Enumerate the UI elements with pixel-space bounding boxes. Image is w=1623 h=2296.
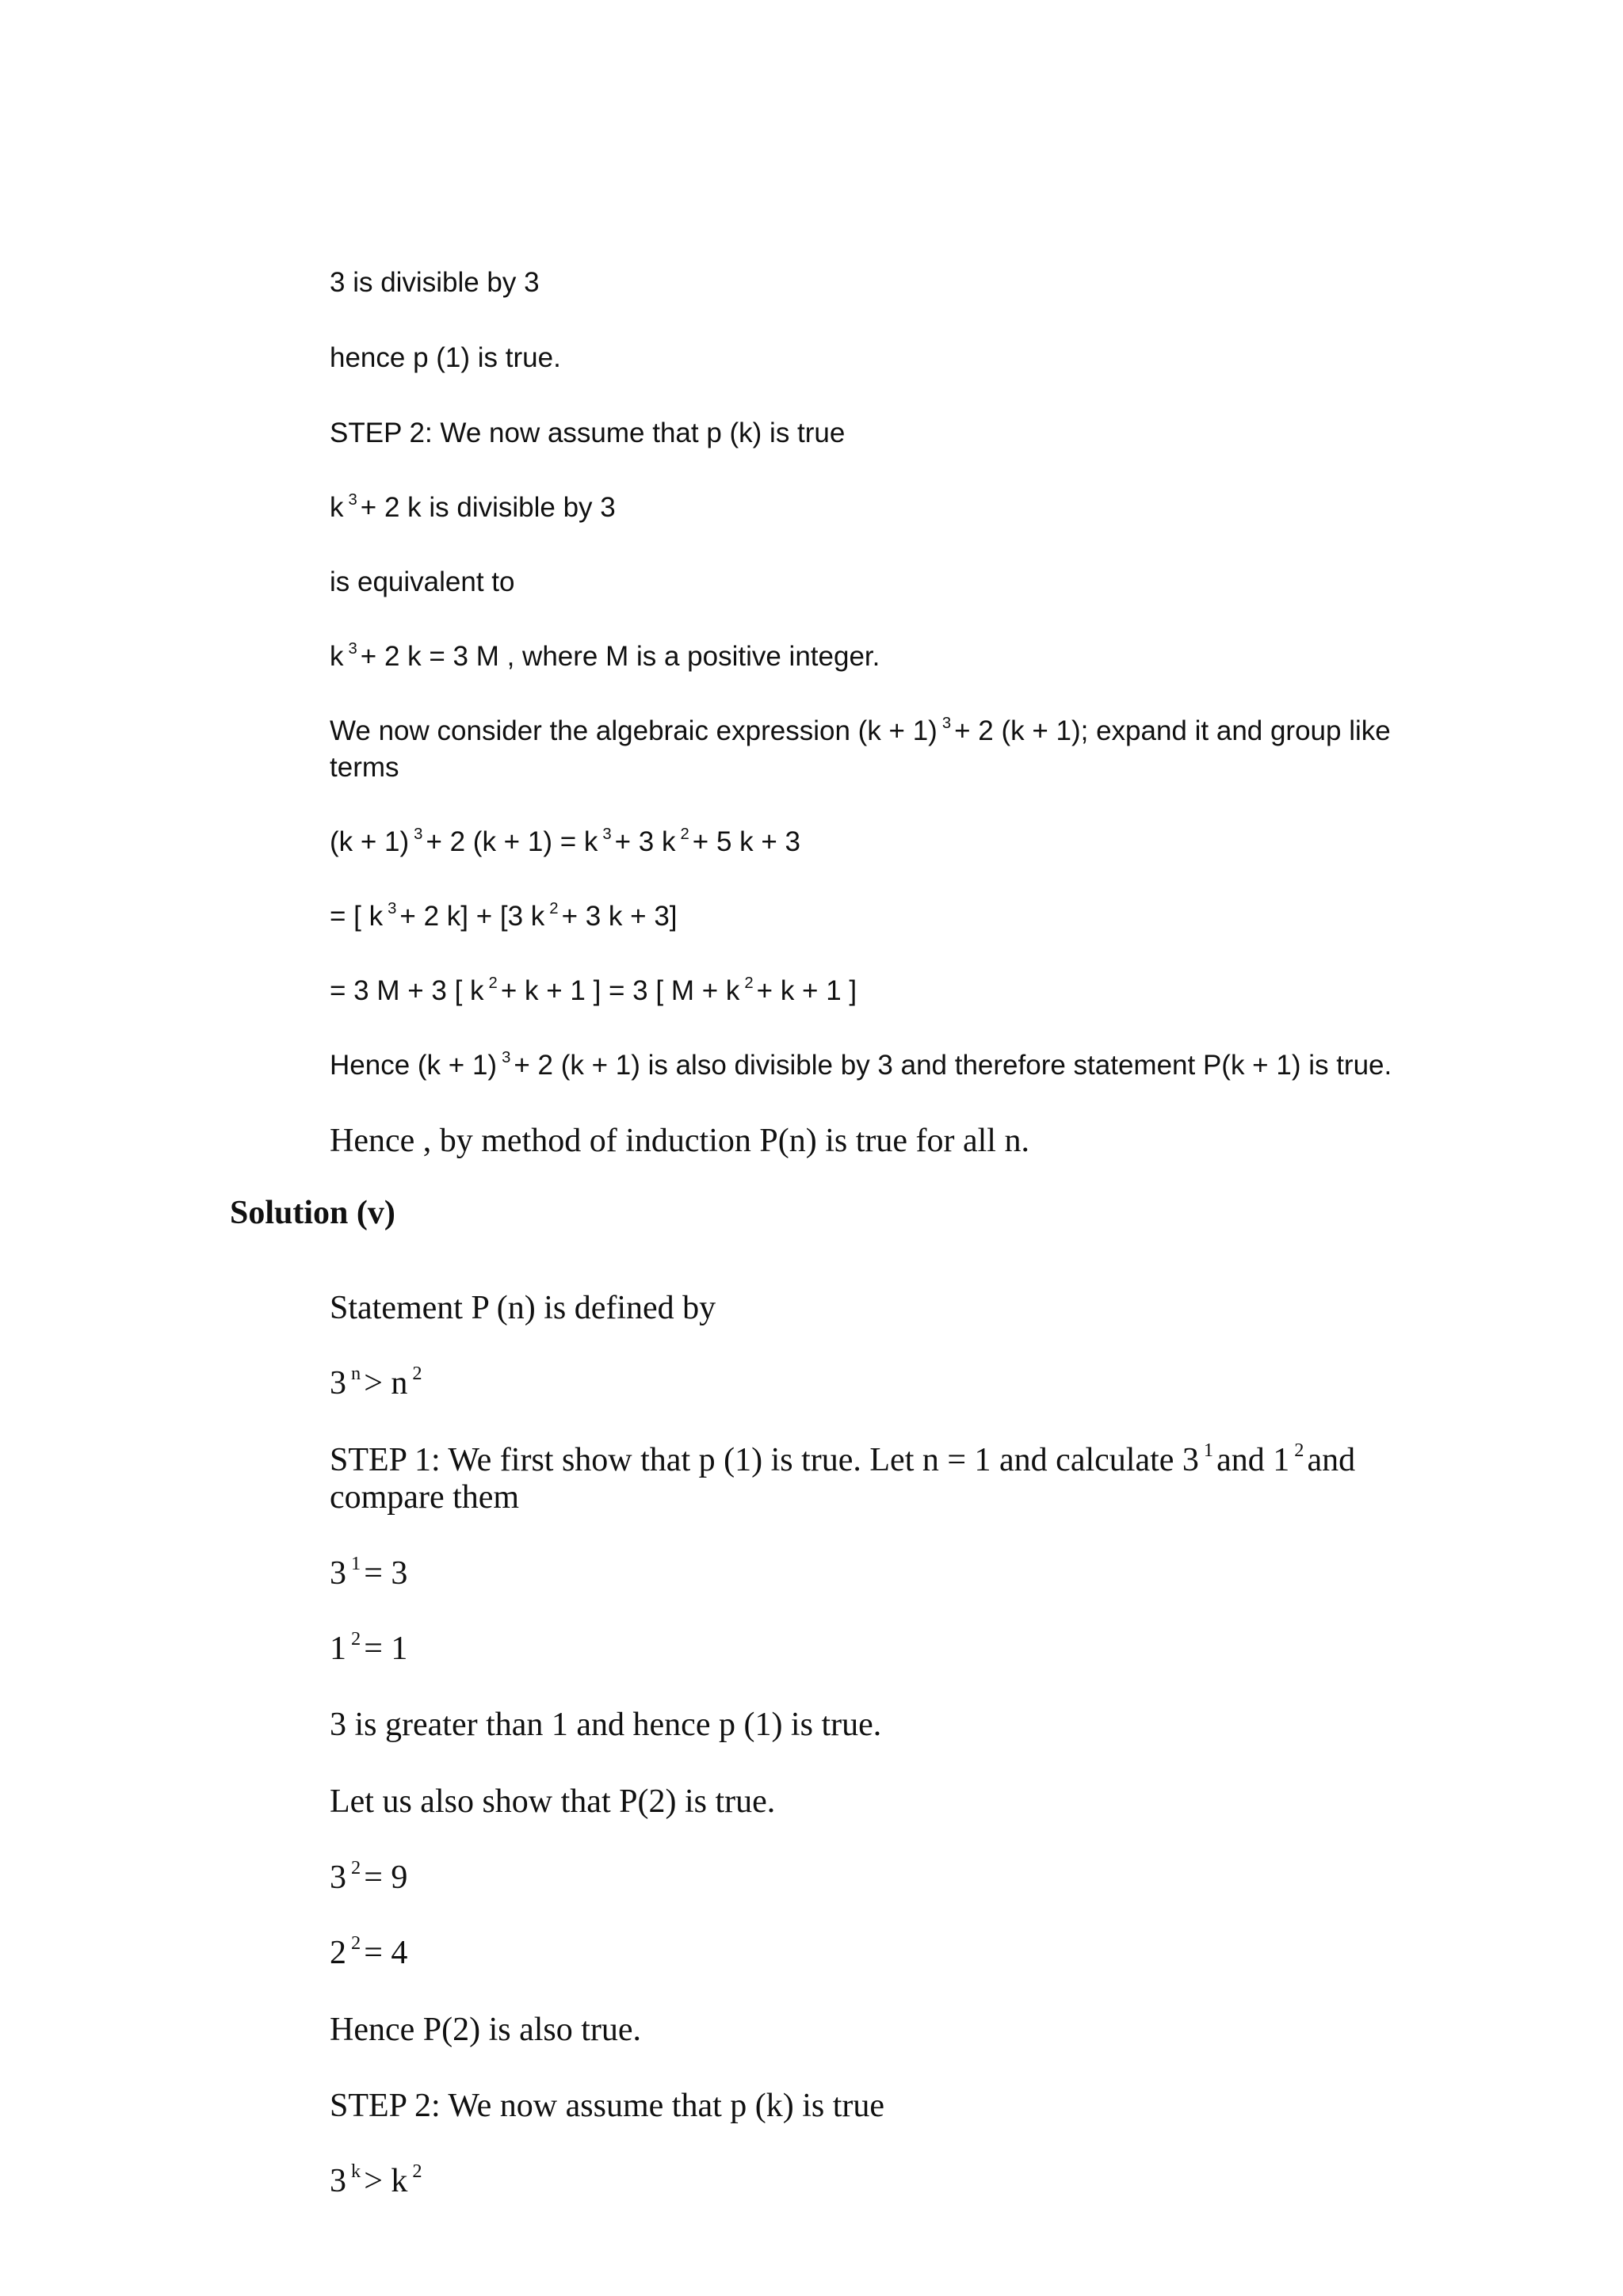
text: = 3 M + 3 [ k — [330, 975, 484, 1006]
text-line — [330, 1706, 881, 1744]
superscript: 3 — [602, 825, 612, 843]
text: We now consider the algebraic expression (k + 1) — [330, 715, 938, 746]
text: is equivalent to — [330, 566, 515, 597]
math-line — [330, 1856, 408, 1897]
text: + 2 (k + 1) is also divisible by 3 and therefore statement P(k + 1) is true. — [514, 1050, 1392, 1081]
text: STEP 2: We now assume that p (k) is true — [330, 2088, 885, 2124]
text: hence p (1) is true. — [330, 342, 561, 373]
superscript: 2 — [680, 825, 689, 843]
superscript: 2 — [1294, 1439, 1304, 1461]
text: and — [1307, 1442, 1356, 1478]
text: k — [330, 641, 344, 672]
math-line — [330, 641, 880, 673]
text: 3 is divisible by 3 — [330, 267, 540, 298]
text: 2 — [330, 1935, 346, 1971]
math-line — [330, 2162, 426, 2200]
text: 1 — [330, 1630, 346, 1667]
text: compare them — [330, 1479, 520, 1516]
math-line — [330, 1441, 1355, 1479]
text: + 3 k + 3] — [561, 901, 678, 932]
text: (k + 1) — [330, 826, 410, 857]
text: Hence , by method of induction P(n) is true for all n. — [330, 1123, 1029, 1159]
text: Hence P(2) is also true. — [330, 2012, 642, 2048]
superscript: n — [351, 1362, 361, 1384]
text: = 3 — [364, 1555, 408, 1592]
text: k — [330, 492, 344, 523]
superscript: 2 — [351, 1856, 361, 1878]
superscript: k — [351, 2160, 361, 2182]
superscript: 2 — [744, 974, 754, 992]
text: = 9 — [364, 1859, 408, 1896]
math-line — [330, 1364, 426, 1402]
text-line — [330, 267, 540, 299]
text: = 4 — [364, 1935, 408, 1971]
superscript: 2 — [549, 899, 559, 917]
math-line — [330, 901, 678, 933]
text: 3 — [330, 2163, 346, 2199]
text: Statement P (n) is defined by — [330, 1290, 716, 1326]
text: + k + 1 ] = 3 [ M + k — [500, 975, 740, 1006]
superscript: 3 — [388, 899, 397, 917]
text-line — [330, 1478, 519, 1516]
superscript: 2 — [412, 1362, 422, 1384]
superscript: 2 — [488, 974, 498, 992]
superscript: 3 — [414, 825, 423, 843]
section-heading — [230, 1194, 395, 1232]
text: + k + 1 ] — [756, 975, 857, 1006]
text: = 1 — [364, 1630, 408, 1667]
superscript: 3 — [348, 639, 357, 658]
math-line — [330, 826, 800, 858]
text: + 5 k + 3 — [692, 826, 800, 857]
text: and 1 — [1216, 1442, 1290, 1478]
superscript: 2 — [412, 2160, 422, 2182]
text: = [ k — [330, 901, 384, 932]
text: + 2 k is divisible by 3 — [360, 492, 616, 523]
text-line — [330, 566, 514, 598]
math-line — [330, 975, 857, 1007]
text-line — [330, 1783, 775, 1821]
text: + 3 k — [614, 826, 676, 857]
text: + 2 (k + 1) = k — [426, 826, 598, 857]
text: terms — [330, 752, 399, 783]
math-line — [330, 1050, 1392, 1081]
text-line — [330, 2087, 884, 2125]
text: 3 — [330, 1555, 346, 1592]
text-line — [330, 418, 845, 449]
superscript: 3 — [348, 490, 357, 509]
superscript: 1 — [351, 1552, 361, 1574]
text: 3 — [330, 1859, 346, 1896]
text-line — [330, 2011, 641, 2049]
superscript: 1 — [1203, 1439, 1214, 1461]
text: 3 — [330, 1365, 346, 1402]
math-line — [330, 1627, 408, 1668]
superscript: 3 — [502, 1048, 511, 1066]
math-line — [330, 715, 1391, 747]
conclusion-line — [330, 1122, 1029, 1160]
text: Solution (v) — [230, 1195, 395, 1231]
text: STEP 1: We first show that p (1) is true. Let n = 1 and calculate 3 — [330, 1442, 1199, 1478]
superscript: 2 — [351, 1627, 361, 1650]
text: Let us also show that P(2) is true. — [330, 1783, 776, 1820]
text: + 2 k] + [3 k — [399, 901, 545, 932]
math-line — [330, 1554, 407, 1592]
superscript: 2 — [351, 1932, 361, 1954]
math-line — [330, 1934, 407, 1972]
text-line — [330, 1289, 716, 1327]
text: + 2 (k + 1); expand it and group like — [954, 715, 1391, 746]
text: STEP 2: We now assume that p (k) is true — [330, 418, 846, 448]
text-line — [330, 342, 561, 374]
superscript: 3 — [941, 714, 952, 732]
text: > n — [364, 1365, 408, 1402]
math-line — [330, 492, 616, 524]
text: 3 is greater than 1 and hence p (1) is true. — [330, 1707, 882, 1743]
text-line — [330, 752, 399, 784]
text: + 2 k = 3 M , where M is a positive integer. — [360, 641, 880, 672]
text: Hence (k + 1) — [330, 1050, 498, 1081]
text: > k — [364, 2163, 408, 2199]
